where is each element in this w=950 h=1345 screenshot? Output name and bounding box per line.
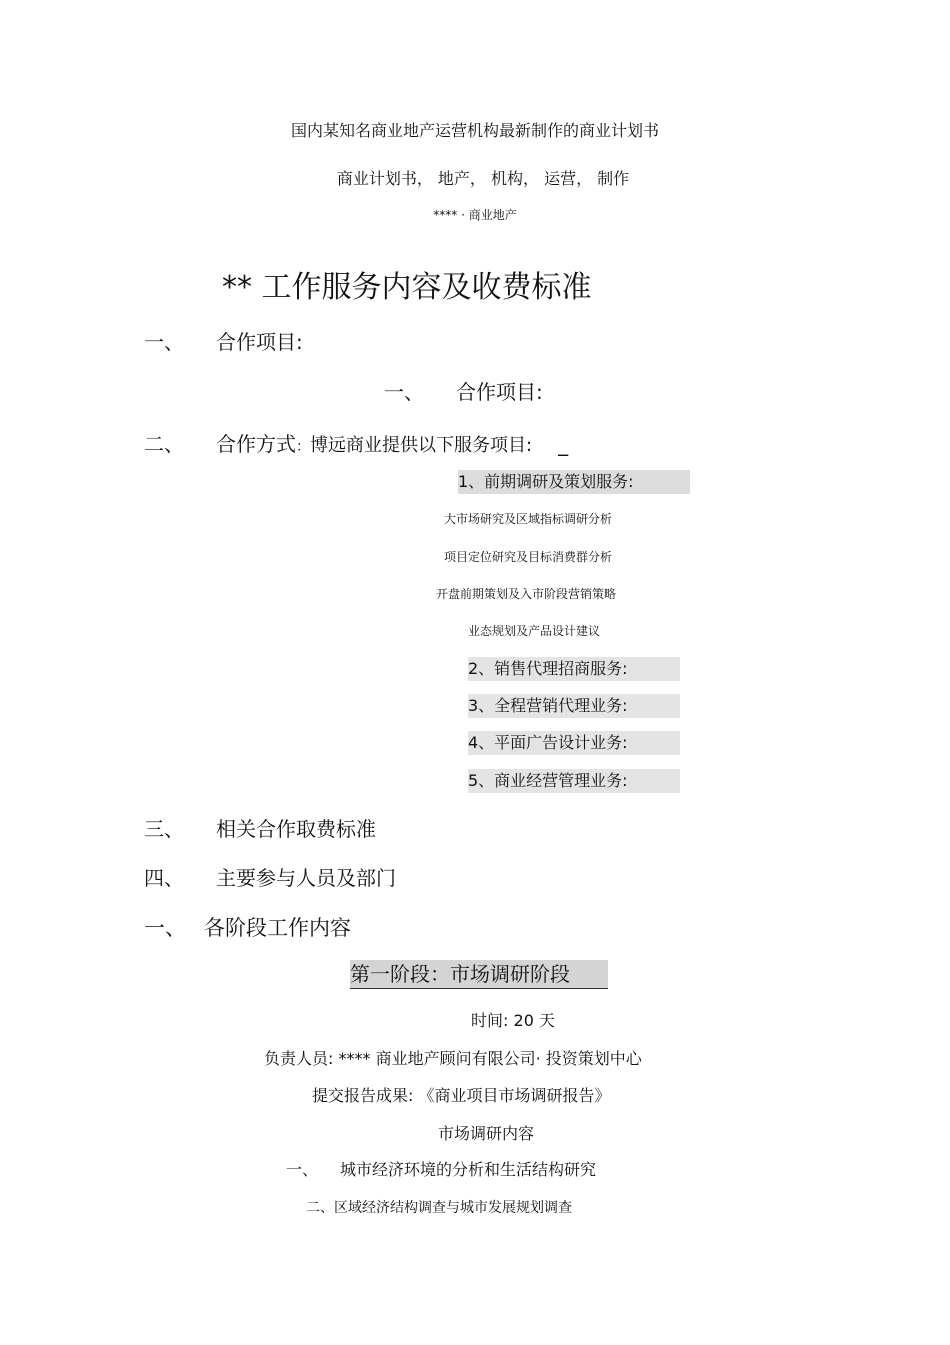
outline-number: 三、 [144, 817, 184, 841]
stage-content-title: 市场调研内容 [438, 1124, 535, 1143]
content-number: 一、 [286, 1160, 319, 1179]
stage-content-item-2: 二、区域经济结构调查与城市发展规划调查 [306, 1200, 572, 1216]
stage-report: 提交报告成果: 《商业项目市场调研报告》 [312, 1086, 611, 1105]
service-heading-5: 5、商业经营管理业务: [468, 769, 680, 793]
outline-item-2 [144, 428, 568, 457]
outline-label: 合作方式 [216, 432, 296, 456]
stage-owner: 负责人员: **** 商业地产顾问有限公司· 投资策划中心 [264, 1049, 642, 1068]
outline-number: 一、 [144, 916, 186, 940]
doc-source: **** · 商业地产 [433, 208, 517, 222]
stage-title: 第一阶段：市场调研阶段 [350, 960, 608, 989]
stage-time: 时间: 20 天 [471, 1011, 555, 1030]
outline-label: 各阶段工作内容 [204, 916, 351, 940]
doc-keywords: 商业计划书， 地产， 机构， 运营， 制作 [336, 169, 630, 188]
service-subitem: 业态规划及产品设计建议 [468, 624, 601, 638]
outline-item-4 [144, 862, 396, 891]
outline-label: 相关合作取费标准 [216, 817, 376, 841]
outline-item-5 [144, 912, 351, 942]
outline-number: 一、 [144, 330, 184, 354]
outline-number: 二、 [144, 432, 184, 456]
service-subitem: 项目定位研究及目标消费群分析 [444, 550, 613, 564]
outline-item-1 [144, 326, 303, 355]
outline-label: 合作项目: [216, 330, 303, 354]
service-subitem: 开盘前期策划及入市阶段营销策略 [436, 587, 617, 601]
outline-separator: ： [296, 439, 310, 455]
service-subitem: 大市场研究及区域指标调研分析 [444, 512, 613, 526]
outline-label: 合作项目: [456, 380, 543, 404]
outline-item-1b [384, 376, 543, 405]
outline-number: 四、 [144, 866, 184, 890]
service-heading-4: 4、平面广告设计业务: [468, 731, 680, 755]
main-title: ** 工作服务内容及收费标准 [222, 270, 592, 305]
service-heading-3: 3、全程营销代理业务: [468, 694, 680, 718]
outline-label: 主要参与人员及部门 [216, 866, 396, 890]
doc-title: 国内某知名商业地产运营机构最新制作的商业计划书 [290, 121, 659, 140]
stage-content-item-1 [286, 1157, 596, 1180]
outline-number: 一、 [384, 380, 424, 404]
outline-description: 博远商业提供以下服务项目: [310, 435, 533, 456]
outline-marker: _ [558, 432, 569, 456]
content-label: 城市经济环境的分析和生活结构研究 [340, 1160, 597, 1179]
service-heading-1: 1、前期调研及策划服务: [458, 470, 690, 494]
service-heading-2: 2、销售代理招商服务: [468, 657, 680, 681]
outline-item-3 [144, 813, 376, 842]
